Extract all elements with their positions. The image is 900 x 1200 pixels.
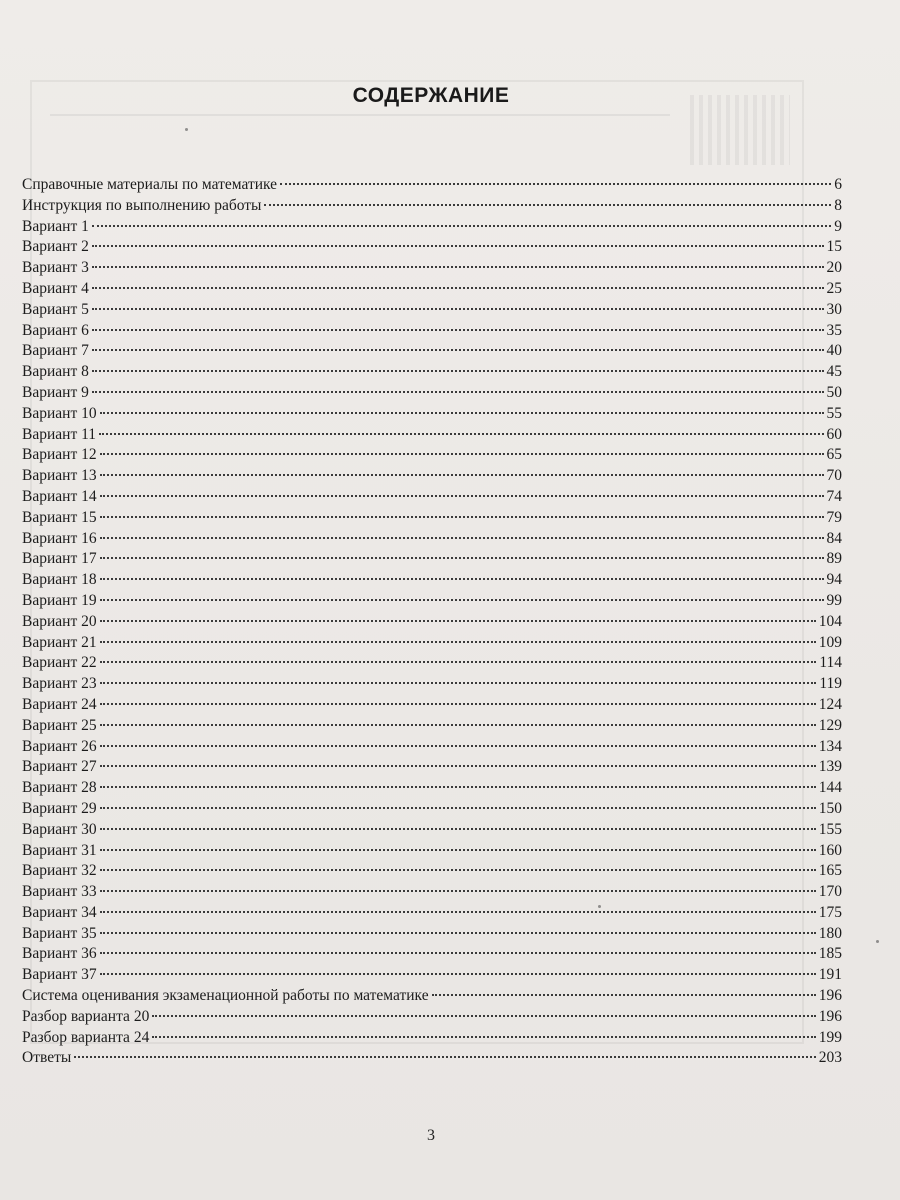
toc-entry-title: Вариант 6 — [22, 321, 89, 339]
toc-dot-leader — [100, 807, 816, 809]
toc-entry — [22, 861, 842, 882]
toc-entry — [22, 965, 842, 986]
toc-dot-leader — [264, 204, 831, 206]
toc-dot-leader — [100, 703, 816, 705]
toc-entry — [22, 529, 842, 550]
toc-entry-page: 30 — [826, 300, 842, 318]
toc-entry-title: Вариант 29 — [22, 799, 97, 817]
toc-entry-title: Разбор варианта 20 — [22, 1007, 150, 1025]
toc-entry-title: Вариант 24 — [22, 695, 97, 713]
toc-entry — [22, 570, 842, 591]
toc-entry-page: 55 — [826, 404, 842, 422]
toc-entry — [22, 799, 842, 820]
page-title: СОДЕРЖАНИЕ — [352, 84, 510, 107]
toc-dot-leader — [152, 1015, 815, 1017]
toc-dot-leader — [74, 1056, 815, 1058]
toc-entry — [22, 487, 842, 508]
toc-entry-page: 74 — [826, 487, 842, 505]
toc-entry-title: Вариант 1 — [22, 217, 89, 235]
toc-entry-title: Вариант 12 — [22, 446, 97, 464]
toc-entry — [22, 341, 842, 362]
toc-entry-title: Вариант 21 — [22, 633, 97, 651]
toc-entry-page: 70 — [826, 467, 842, 485]
toc-dot-leader — [100, 661, 817, 663]
toc-dot-leader — [100, 828, 816, 830]
toc-entry — [22, 196, 842, 217]
toc-entry-title: Вариант 25 — [22, 716, 97, 734]
toc-entry-title: Вариант 17 — [22, 550, 97, 568]
toc-entry-title: Вариант 27 — [22, 758, 97, 776]
toc-dot-leader — [100, 412, 824, 414]
toc-dot-leader — [100, 599, 824, 601]
toc-dot-leader — [100, 516, 824, 518]
toc-entry-page: 119 — [819, 675, 842, 693]
toc-dot-leader — [100, 973, 816, 975]
toc-entry-page: 6 — [834, 176, 842, 193]
toc-entry-title: Вариант 32 — [22, 862, 97, 880]
toc-entry-title: Вариант 26 — [22, 737, 97, 755]
toc-entry-title: Вариант 9 — [22, 383, 89, 401]
toc-dot-leader — [92, 225, 831, 227]
toc-dot-leader — [92, 349, 824, 351]
toc-dot-leader — [92, 287, 824, 289]
page-number: 3 — [427, 1127, 435, 1144]
toc-dot-leader — [100, 911, 816, 913]
toc-entry-title: Вариант 19 — [22, 591, 97, 609]
toc-entry — [22, 425, 842, 446]
toc-dot-leader — [100, 537, 824, 539]
toc-entry-page: 203 — [818, 1049, 842, 1067]
toc-entry-page: 109 — [818, 633, 842, 651]
toc-entry — [22, 591, 842, 612]
toc-entry-page: 185 — [818, 945, 842, 963]
toc-entry — [22, 778, 842, 799]
toc-entry-title: Система оценивания экзаменационной работы по математике — [22, 987, 429, 1005]
print-speck — [185, 128, 188, 131]
toc-entry-page: 94 — [826, 571, 842, 589]
toc-entry-title: Вариант 15 — [22, 508, 97, 526]
toc-entry-title: Вариант 20 — [22, 612, 97, 630]
toc-entry-title: Вариант 14 — [22, 487, 97, 505]
toc-entry-page: 35 — [826, 321, 842, 339]
toc-entry-title: Вариант 2 — [22, 238, 89, 256]
toc-entry — [22, 944, 842, 965]
toc-dot-leader — [92, 370, 824, 372]
toc-dot-leader — [92, 308, 824, 310]
toc-entry — [22, 445, 842, 466]
toc-entry — [22, 404, 842, 425]
toc-entry — [22, 653, 842, 674]
toc-entry-title: Вариант 22 — [22, 654, 97, 672]
toc-entry-page: 65 — [826, 446, 842, 464]
toc-entry-title: Вариант 4 — [22, 279, 89, 297]
toc-dot-leader — [100, 474, 824, 476]
toc-entry — [22, 924, 842, 945]
print-speck — [598, 905, 601, 908]
toc-entry — [22, 321, 842, 342]
toc-entry-page: 20 — [826, 259, 842, 277]
toc-entry-page: 155 — [818, 820, 842, 838]
toc-entry-title: Вариант 36 — [22, 945, 97, 963]
toc-entry-title: Вариант 16 — [22, 529, 97, 547]
toc-entry — [22, 383, 842, 404]
toc-dot-leader — [100, 641, 816, 643]
toc-entry — [22, 986, 842, 1007]
toc-dot-leader — [100, 786, 816, 788]
toc-entry-page: 15 — [826, 238, 842, 256]
toc-entry-page: 134 — [818, 737, 842, 755]
table-of-contents — [22, 175, 842, 1069]
toc-entry-page: 191 — [818, 966, 842, 984]
toc-entry-page: 180 — [818, 924, 842, 942]
toc-entry-page: 60 — [826, 425, 842, 443]
toc-entry — [22, 633, 842, 654]
toc-entry-title: Вариант 31 — [22, 841, 97, 859]
toc-entry-title: Вариант 18 — [22, 571, 97, 589]
toc-entry-title: Вариант 11 — [22, 425, 97, 443]
toc-dot-leader — [92, 266, 824, 268]
toc-entry-page: 40 — [826, 342, 842, 360]
toc-entry-page: 199 — [818, 1028, 842, 1046]
toc-entry — [22, 175, 842, 196]
toc-entry-page: 104 — [818, 612, 842, 630]
toc-entry-title: Ответы — [22, 1049, 72, 1067]
toc-dot-leader — [100, 869, 816, 871]
toc-entry — [22, 300, 842, 321]
toc-entry-title: Вариант 23 — [22, 675, 97, 693]
toc-entry-title: Вариант 13 — [22, 467, 97, 485]
toc-entry-page: 89 — [826, 550, 842, 568]
toc-entry-page: 170 — [818, 883, 842, 901]
toc-dot-leader — [100, 557, 824, 559]
toc-dot-leader — [92, 391, 824, 393]
toc-dot-leader — [100, 620, 816, 622]
toc-entry — [22, 217, 842, 238]
toc-entry-page: 124 — [818, 695, 842, 713]
toc-entry-page: 144 — [818, 779, 842, 797]
toc-entry-title: Вариант 8 — [22, 363, 89, 381]
toc-dot-leader — [100, 745, 816, 747]
toc-dot-leader — [100, 932, 816, 934]
toc-entry-page: 9 — [834, 217, 842, 235]
toc-dot-leader — [100, 682, 817, 684]
toc-entry — [22, 757, 842, 778]
toc-entry — [22, 820, 842, 841]
toc-entry-page: 129 — [818, 716, 842, 734]
toc-entry-page: 84 — [826, 529, 842, 547]
toc-entry-page: 139 — [818, 758, 842, 776]
toc-entry — [22, 508, 842, 529]
toc-dot-leader — [100, 724, 816, 726]
toc-dot-leader — [152, 1036, 815, 1038]
toc-entry — [22, 882, 842, 903]
toc-entry — [22, 841, 842, 862]
toc-entry-title: Вариант 33 — [22, 883, 97, 901]
toc-entry-page: 45 — [826, 363, 842, 381]
toc-dot-leader — [100, 849, 816, 851]
toc-entry-title: Вариант 10 — [22, 404, 97, 422]
toc-entry-title: Вариант 34 — [22, 903, 97, 921]
toc-dot-leader — [432, 994, 816, 996]
toc-entry-title: Вариант 7 — [22, 342, 89, 360]
toc-dot-leader — [280, 183, 831, 185]
toc-entry — [22, 279, 842, 300]
toc-entry — [22, 612, 842, 633]
toc-entry-title: Вариант 30 — [22, 820, 97, 838]
toc-entry-page: 196 — [818, 987, 842, 1005]
toc-entry-title: Справочные материалы по математике — [22, 176, 278, 193]
toc-entry-page: 79 — [826, 508, 842, 526]
toc-dot-leader — [92, 245, 824, 247]
toc-entry — [22, 258, 842, 279]
toc-entry — [22, 1048, 842, 1069]
toc-entry-page: 196 — [818, 1007, 842, 1025]
toc-entry — [22, 362, 842, 383]
toc-entry — [22, 1007, 842, 1028]
toc-entry — [22, 1028, 842, 1049]
toc-entry-page: 114 — [819, 654, 842, 672]
toc-dot-leader — [100, 952, 816, 954]
toc-entry-title: Вариант 35 — [22, 924, 97, 942]
toc-dot-leader — [100, 578, 824, 580]
toc-dot-leader — [92, 329, 824, 331]
toc-entry-page: 50 — [826, 383, 842, 401]
toc-entry — [22, 466, 842, 487]
toc-entry — [22, 674, 842, 695]
toc-entry-page: 165 — [818, 862, 842, 880]
toc-dot-leader — [99, 433, 823, 435]
toc-entry — [22, 695, 842, 716]
toc-entry-page: 160 — [818, 841, 842, 859]
toc-dot-leader — [100, 890, 816, 892]
toc-dot-leader — [100, 495, 824, 497]
print-speck — [876, 940, 879, 943]
toc-entry-title: Вариант 3 — [22, 259, 89, 277]
toc-entry-page: 25 — [826, 279, 842, 297]
toc-entry-title: Разбор варианта 24 — [22, 1028, 150, 1046]
toc-entry-title: Инструкция по выполнению работы — [22, 196, 262, 214]
toc-entry-title: Вариант 28 — [22, 779, 97, 797]
toc-entry — [22, 737, 842, 758]
toc-entry — [22, 903, 842, 924]
toc-dot-leader — [100, 453, 824, 455]
toc-entry-page: 8 — [834, 196, 842, 214]
toc-entry — [22, 237, 842, 258]
toc-entry-title: Вариант 5 — [22, 300, 89, 318]
toc-entry-page: 99 — [826, 591, 842, 609]
toc-entry-page: 175 — [818, 903, 842, 921]
toc-dot-leader — [100, 765, 816, 767]
toc-entry-page: 150 — [818, 799, 842, 817]
toc-entry-title: Вариант 37 — [22, 966, 97, 984]
toc-entry — [22, 549, 842, 570]
toc-entry — [22, 716, 842, 737]
